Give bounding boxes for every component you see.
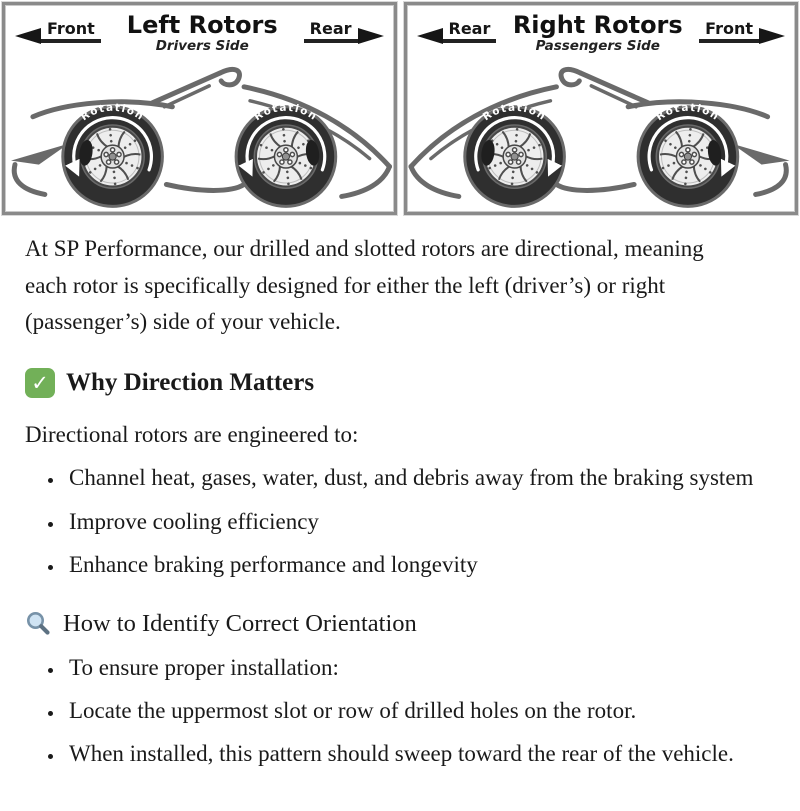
rotation-label-rear-wheel: Rotation (252, 101, 320, 124)
rotation-label-rear-wheel: Rotation (480, 101, 549, 124)
orientation-steps-list (25, 650, 775, 772)
left-panel-title-block (101, 13, 304, 54)
right-panel-title-block (496, 13, 699, 54)
section-lead: Directional rotors are engineered to: (25, 422, 359, 448)
panel-title: Left Rotors (126, 11, 278, 39)
rear-direction-indicator (417, 21, 497, 43)
right-panel-header (407, 5, 796, 53)
rear-direction-indicator (304, 21, 384, 43)
panel-subtitle: Drivers Side (155, 38, 249, 55)
right-rotors-panel (404, 2, 799, 215)
arrow-left-icon (15, 28, 41, 44)
list-item: • Locate the uppermost slot or row of drilled holes on the rotor. (65, 693, 759, 728)
intro-paragraph: At SP Performance, our drilled and slotted rotors are directional, meaning each rotor is specifically designed for either the left (driver’s) or right (passenger’s) side of your vehicle. (25, 236, 704, 335)
section-title: Why Direction Matters (66, 369, 315, 397)
section-heading-identify-orientation (25, 610, 775, 638)
rotation-label-front-wheel: Rotation (78, 101, 147, 124)
article-body (0, 231, 800, 811)
car-side-illustration-left (5, 53, 394, 212)
list-item: • To ensure proper installation: (65, 650, 759, 685)
front-direction-indicator (15, 21, 101, 43)
list-item: • Improve cooling efficiency (65, 504, 759, 539)
car-outline-mirrored (410, 69, 789, 206)
panel-title: Right Rotors (512, 11, 683, 39)
magnifying-glass-icon (25, 610, 52, 637)
arrow-right-icon (759, 28, 785, 44)
list-item: • Enhance braking performance and longevity (65, 547, 759, 582)
rotation-label-front-wheel: Rotation (653, 101, 722, 124)
front-direction-indicator (699, 21, 785, 43)
arrow-left-icon (417, 28, 443, 44)
benefits-list (25, 460, 775, 582)
section-title: How to Identify Correct Orientation (63, 609, 417, 637)
direction-label: Rear (443, 21, 497, 43)
direction-label: Rear (304, 21, 358, 43)
list-item: • When installed, this pattern should sweep toward the rear of the vehicle. (65, 736, 759, 771)
left-panel-header (5, 5, 394, 53)
panel-subtitle: Passengers Side (535, 38, 660, 55)
left-rotors-panel (2, 2, 397, 215)
section-heading-why-direction-matters (25, 368, 775, 398)
direction-label: Front (699, 21, 759, 43)
rotor-direction-diagram (0, 0, 800, 215)
check-mark-icon: ✓ (25, 368, 55, 398)
list-item: • Channel heat, gases, water, dust, and debris away from the braking system (65, 460, 759, 495)
car-side-illustration-right (407, 53, 796, 212)
car-outline (11, 69, 390, 206)
arrow-right-icon (358, 28, 384, 44)
direction-label: Front (41, 21, 101, 43)
